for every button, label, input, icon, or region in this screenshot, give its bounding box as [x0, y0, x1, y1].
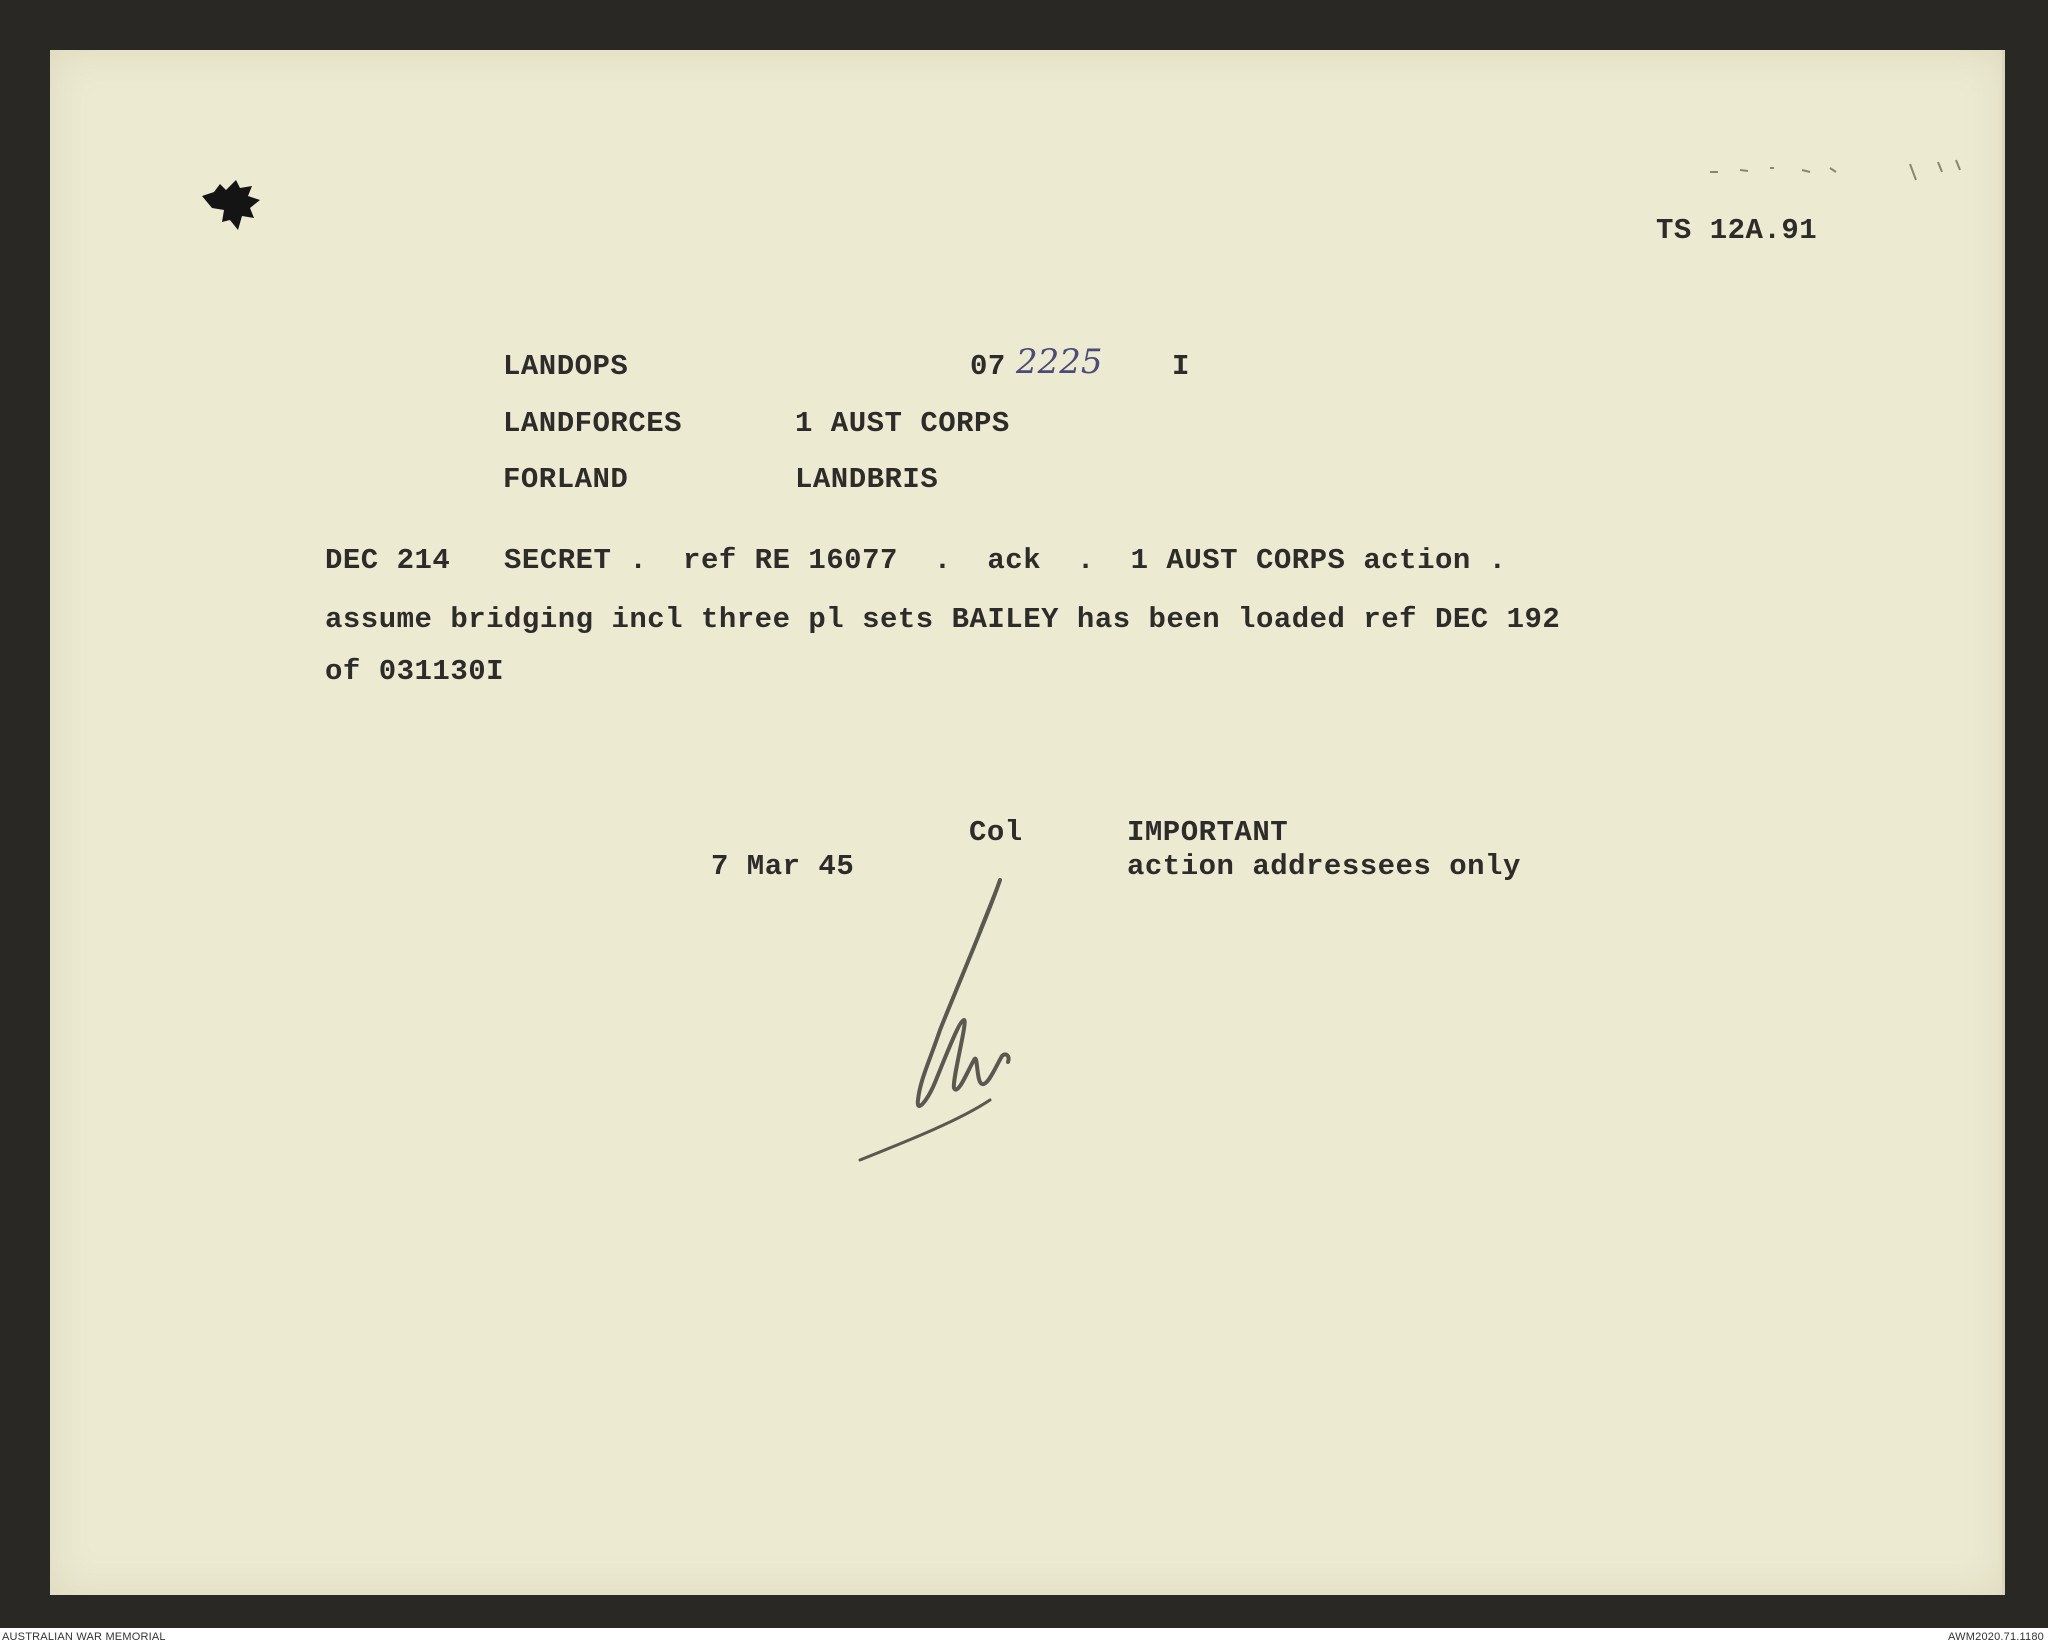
addressee-value-forland: LANDBRIS [795, 463, 939, 496]
date: 7 Mar 45 [711, 850, 855, 883]
footer-accession-number: AWM2020.71.1180 [1948, 1631, 2044, 1643]
dtg-handwritten: 2225 [1016, 342, 1103, 382]
addressee-label-landforces: LANDFORCES [503, 407, 683, 440]
punch-hole-icon [200, 178, 270, 238]
handwritten-signature [840, 870, 1040, 1170]
reference-number: TS 12A.91 [1656, 214, 1818, 247]
page-edge [2002, 50, 2005, 1595]
footer-strip [0, 1628, 2048, 1645]
body-line-3: of 031130I [325, 655, 505, 688]
addressee-label-forland: FORLAND [503, 463, 629, 496]
dtg-suffix: I [1172, 350, 1190, 383]
document-page [50, 50, 2005, 1595]
priority: IMPORTANT [1127, 816, 1289, 849]
signatory-rank: Col [969, 816, 1023, 849]
addressee-value-landforces: 1 AUST CORPS [795, 407, 1010, 440]
distribution: action addressees only [1127, 850, 1521, 883]
faint-stamp-marks [1710, 150, 1970, 190]
body-line-2: assume bridging incl three pl sets BAILEY has been loaded ref DEC 192 [325, 603, 1561, 636]
addressee-label-landops: LANDOPS [503, 350, 629, 383]
body-line-1: DEC 214 SECRET . ref RE 16077 . ack . 1 AUST CORPS action . [325, 544, 1507, 577]
footer-institution: AUSTRALIAN WAR MEMORIAL [2, 1631, 166, 1643]
dtg-prefix: 07 [970, 350, 1006, 383]
